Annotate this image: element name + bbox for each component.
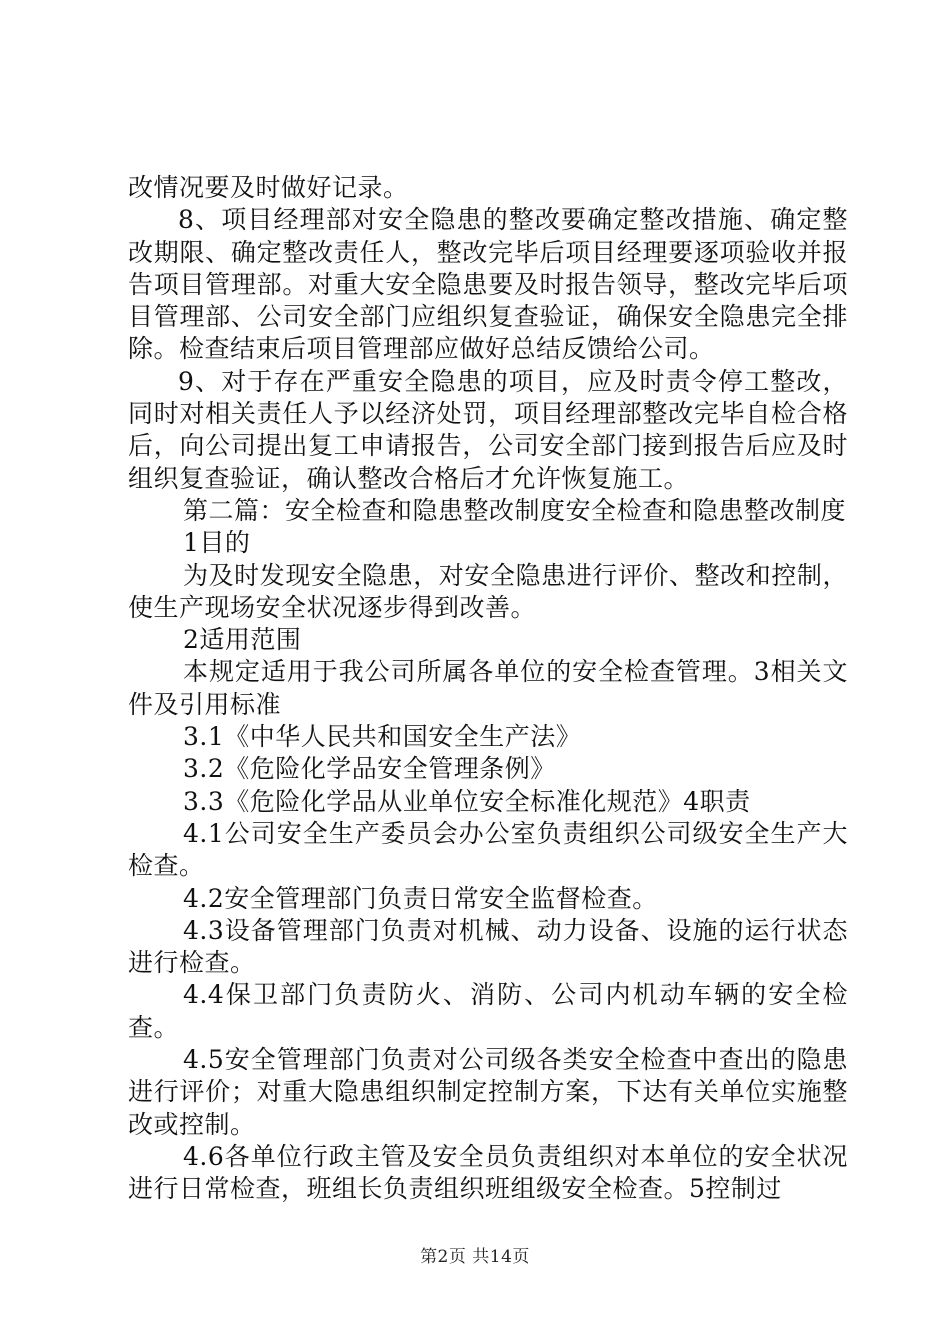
heading-purpose: 1目的	[183, 528, 251, 558]
paragraph-purpose: 为及时发现安全隐患，对安全隐患进行评价、整改和控制，使生产现场安全状况逐步得到改善。	[128, 560, 848, 622]
reference-3-2: 3.2《危险化学品安全管理条例》	[183, 754, 556, 784]
duty-4-5: 4.5安全管理部门负责对公司级各类安全检查中查出的隐患进行评价；对重大隐患组织制定控制方案，下达有关单位实施整改或控制。	[128, 1045, 848, 1139]
section-heading-part-2: 第二篇：安全检查和隐患整改制度安全检查和隐患整改制度	[183, 495, 847, 525]
reference-3-3: 3.3《危险化学品从业单位安全标准化规范》4职责	[183, 786, 751, 816]
duty-4-3: 4.3设备管理部门负责对机械、动力设备、设施的运行状态进行检查。	[128, 915, 848, 978]
heading-scope: 2适用范围	[183, 625, 302, 655]
page-footer	[0, 1242, 950, 1267]
duty-4-1: 4.1公司安全生产委员会办公室负责组织公司级安全生产大检查。	[128, 818, 848, 881]
paragraph-item-9: 9、对于存在严重安全隐患的项目，应及时责令停工整改，同时对相关责任人予以经济处罚，项目经理部整改完毕自检合格后，向公司提出复工申请报告，公司安全部门接到报告后应及时组织复查验证，确认整改合格后才允许恢复施工。	[128, 366, 848, 493]
reference-3-1: 3.1《中华人民共和国安全生产法》	[183, 722, 582, 752]
paragraph-item-8: 8、项目经理部对安全隐患的整改要确定整改措施、确定整改期限、确定整改责任人，整改完毕后项目经理要逐项验收并报告项目管理部。对重大安全隐患要及时报告领导，整改完毕后项目管理部、公司安全部门应组织复查验证，确保安全隐患完全排除。检查结束后项目管理部应做好总结反馈给公司。	[128, 205, 848, 364]
duty-4-4: 4.4保卫部门负责防火、消防、公司内机动车辆的安全检查。	[128, 980, 848, 1042]
paragraph-continuation: 改情况要及时做好记录。	[128, 173, 409, 202]
duty-4-6: 4.6各单位行政主管及安全员负责组织对本单位的安全状况进行日常检查，班组长负责组织班组级安全检查。5控制过	[128, 1141, 848, 1204]
paragraph-scope: 本规定适用于我公司所属各单位的安全检查管理。3相关文件及引用标准	[128, 657, 848, 719]
document-body	[128, 172, 848, 1206]
page-number-label: 第2页 共14页	[420, 1247, 530, 1267]
duty-4-2: 4.2安全管理部门负责日常安全监督检查。	[183, 883, 658, 913]
